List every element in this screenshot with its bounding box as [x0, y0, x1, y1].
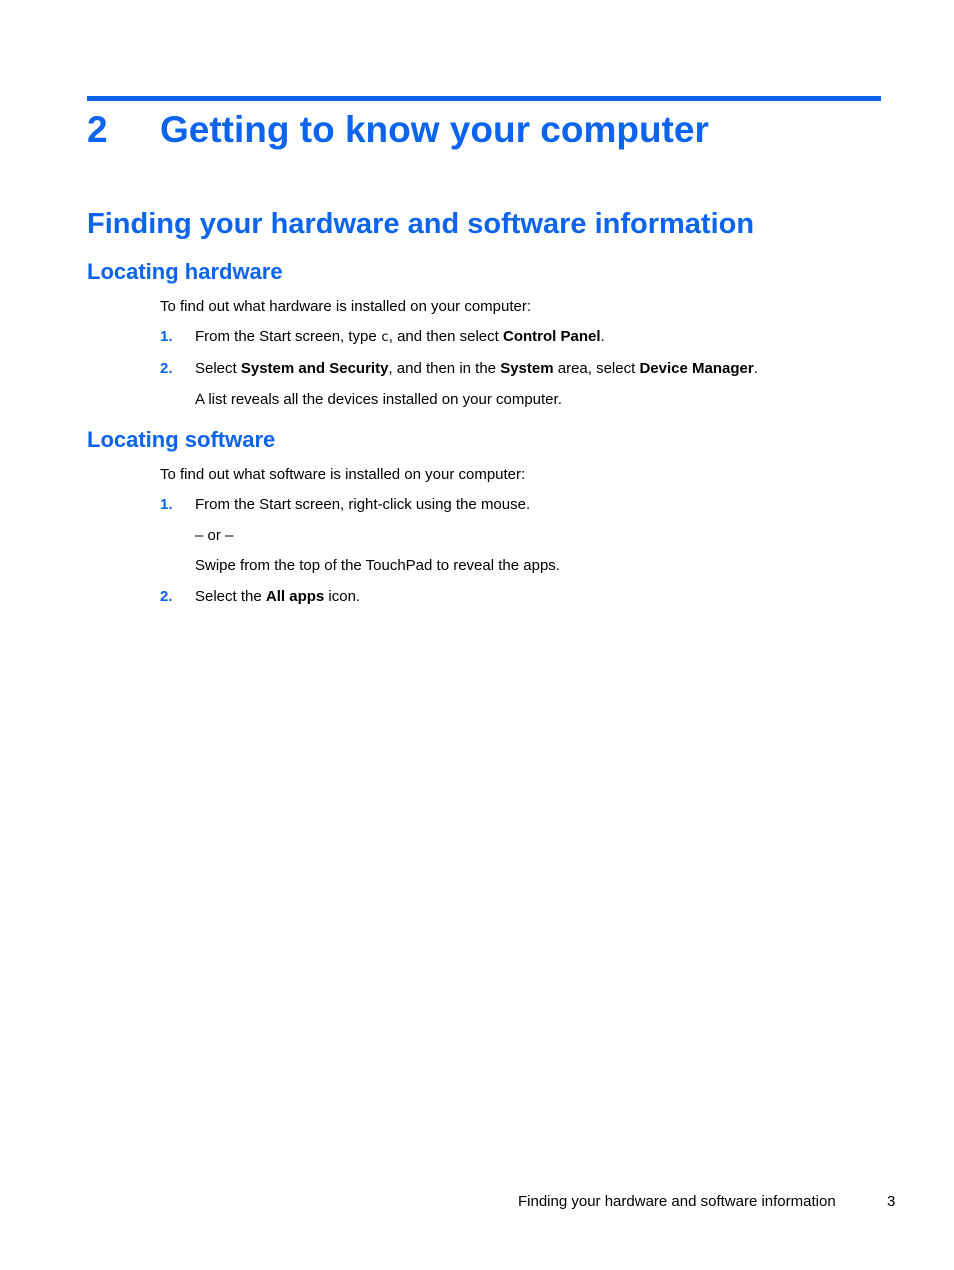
step-text: Select: [195, 360, 241, 377]
all-apps-label: All apps: [265, 588, 325, 605]
step-text: .: [753, 360, 758, 377]
chapter-heading: [87, 108, 709, 152]
step-text: Select the: [195, 588, 266, 605]
control-panel-label: Control Panel: [502, 328, 601, 345]
step-number: 2.: [160, 360, 173, 377]
step-text: , and then select: [388, 328, 503, 345]
step-number: 2.: [160, 588, 173, 605]
system-label: System: [500, 360, 554, 377]
device-manager-label: Device Manager: [639, 360, 754, 377]
system-security-label: System and Security: [240, 360, 389, 377]
software-step-1: [160, 495, 530, 515]
hardware-intro: To find out what hardware is installed on your computer:: [160, 298, 532, 315]
or-separator: – or –: [195, 527, 234, 544]
section-title: Finding your hardware and software information: [87, 208, 755, 240]
hardware-step-2-note: A list reveals all the devices installed on your computer.: [195, 391, 562, 408]
step-number: 1.: [160, 496, 173, 513]
step-text: area, select: [553, 360, 640, 377]
chapter-title: Getting to know your computer: [160, 109, 709, 150]
chapter-rule: [87, 96, 881, 101]
step-text: From the Start screen, right-click using the mouse.: [195, 496, 531, 513]
step-text: .: [600, 328, 605, 345]
step-text: , and then in the: [388, 360, 501, 377]
inline-code: c: [380, 330, 389, 345]
chapter-number: 2: [87, 109, 108, 150]
page-number: 3: [887, 1193, 896, 1210]
hardware-step-2: [160, 359, 758, 379]
hardware-heading: Locating hardware: [87, 259, 283, 284]
software-step-2: [160, 587, 360, 607]
step-text: icon.: [324, 588, 361, 605]
software-heading: Locating software: [87, 427, 276, 452]
software-intro: To find out what software is installed on your computer:: [160, 466, 526, 483]
step-text: From the Start screen, type: [195, 328, 381, 345]
software-alt-instruction: Swipe from the top of the TouchPad to reveal the apps.: [195, 557, 560, 574]
footer-section-title: Finding your hardware and software information: [518, 1193, 836, 1210]
hardware-step-1: [160, 327, 605, 348]
step-number: 1.: [160, 328, 173, 345]
